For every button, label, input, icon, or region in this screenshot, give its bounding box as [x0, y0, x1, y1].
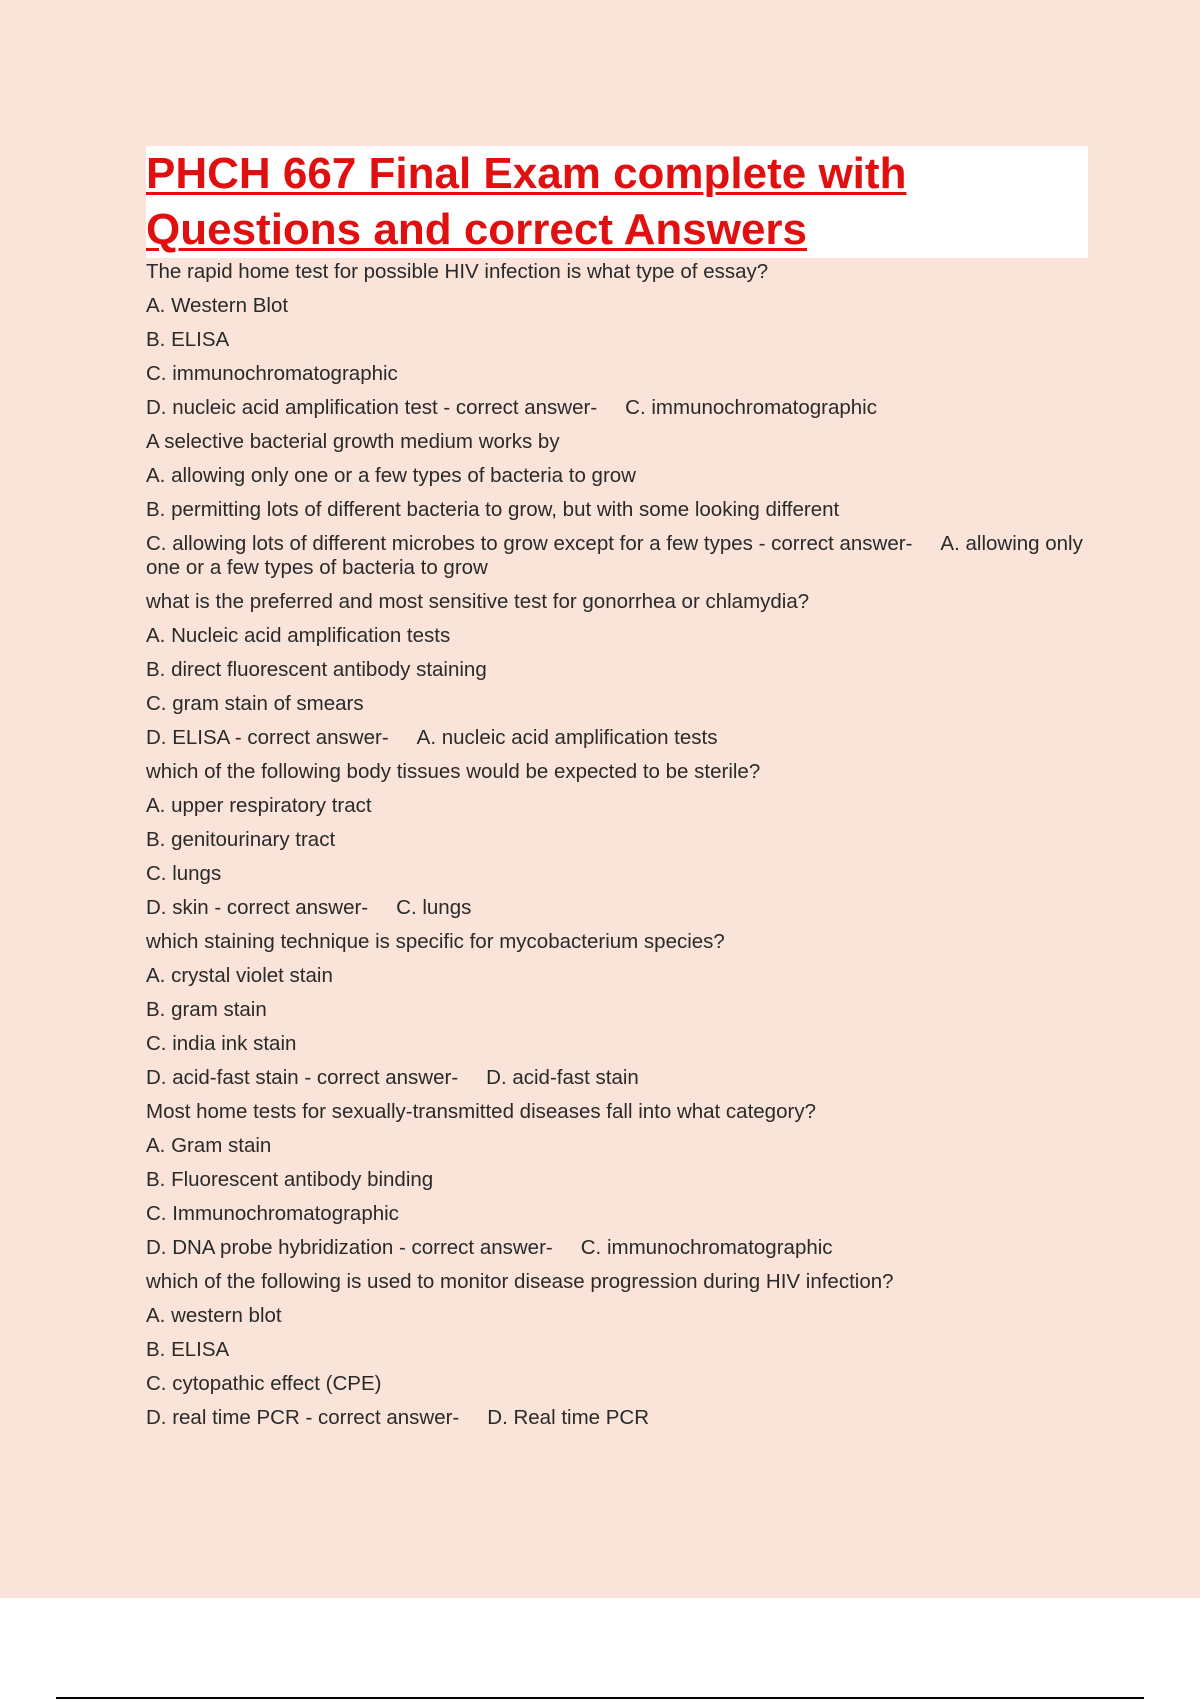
correct-answer: C. immunochromatographic	[580, 1236, 833, 1259]
title-box	[146, 146, 1088, 258]
correct-answer: A. allowing only one or a few types of bacteria to grow	[146, 532, 1083, 579]
correct-answer: A. nucleic acid amplification tests	[416, 726, 718, 749]
answer-option: A. crystal violet stain	[146, 964, 333, 987]
last-option-text: D. skin - correct answer-	[146, 896, 369, 919]
question-block	[146, 1270, 1088, 1430]
correct-answer: D. Real time PCR	[487, 1406, 650, 1429]
correct-answer: C. lungs	[396, 896, 472, 919]
answer-option: A. upper respiratory tract	[146, 794, 372, 817]
document-content	[146, 146, 1088, 1430]
question-block	[146, 760, 1088, 920]
answer-option: C. cytopathic effect (CPE)	[146, 1372, 382, 1395]
answer-option: B. ELISA	[146, 1338, 230, 1361]
last-option-text: D. DNA probe hybridization - correct answer-	[146, 1236, 553, 1259]
question-block	[146, 930, 1088, 1090]
answer-option-with-correct-answer	[146, 396, 1088, 420]
answer-option-with-correct-answer	[146, 1066, 1088, 1090]
question-text: A selective bacterial growth medium works by	[146, 430, 560, 453]
answer-option: B. Fluorescent antibody binding	[146, 1168, 434, 1191]
question-block	[146, 590, 1088, 750]
answer-option-with-correct-answer	[146, 1406, 1088, 1430]
question-block	[146, 260, 1088, 420]
answer-option: C. immunochromatographic	[146, 362, 398, 385]
footer-rule	[56, 1697, 1144, 1699]
answer-option: B. permitting lots of different bacteria to grow, but with some looking different	[146, 498, 840, 521]
question-block	[146, 430, 1088, 580]
last-option-text: D. real time PCR - correct answer-	[146, 1406, 460, 1429]
answer-option: A. Gram stain	[146, 1134, 272, 1157]
question-text: The rapid home test for possible HIV infection is what type of essay?	[146, 260, 769, 283]
last-option-text: D. nucleic acid amplification test - correct answer-	[146, 396, 598, 419]
answer-option: A. Nucleic acid amplification tests	[146, 624, 451, 647]
answer-option: C. gram stain of smears	[146, 692, 364, 715]
correct-answer: C. immunochromatographic	[625, 396, 877, 419]
answer-option: B. gram stain	[146, 998, 267, 1021]
question-text: what is the preferred and most sensitive test for gonorrhea or chlamydia?	[146, 590, 810, 613]
last-option-text: D. acid-fast stain - correct answer-	[146, 1066, 459, 1089]
answer-option: C. india ink stain	[146, 1032, 297, 1055]
answer-option-with-correct-answer	[146, 1236, 1088, 1260]
correct-answer: D. acid-fast stain	[486, 1066, 639, 1089]
answer-option: B. genitourinary tract	[146, 828, 336, 851]
answer-option: A. Western Blot	[146, 294, 289, 317]
last-option-text: D. ELISA - correct answer-	[146, 726, 389, 749]
answer-option: B. direct fluorescent antibody staining	[146, 658, 487, 681]
question-text: which staining technique is specific for mycobacterium species?	[146, 930, 725, 953]
question-block	[146, 1100, 1088, 1260]
document-title: PHCH 667 Final Exam complete with Questions and correct Answers	[146, 149, 907, 254]
answer-option: A. allowing only one or a few types of bacteria to grow	[146, 464, 636, 487]
answer-option-with-correct-answer	[146, 896, 1088, 920]
question-text: which of the following is used to monitor disease progression during HIV infection?	[146, 1270, 894, 1293]
last-option-text: C. allowing lots of different microbes to grow except for a few types - correct answer-	[146, 532, 913, 555]
question-list	[146, 260, 1088, 1430]
answer-option: A. western blot	[146, 1304, 282, 1327]
answer-option: C. Immunochromatographic	[146, 1202, 399, 1225]
answer-option: B. ELISA	[146, 328, 230, 351]
answer-option-with-correct-answer	[146, 726, 1088, 750]
answer-option-with-correct-answer	[146, 532, 1088, 580]
question-text: Most home tests for sexually-transmitted diseases fall into what category?	[146, 1100, 816, 1123]
answer-option: C. lungs	[146, 862, 222, 885]
question-text: which of the following body tissues would be expected to be sterile?	[146, 760, 761, 783]
